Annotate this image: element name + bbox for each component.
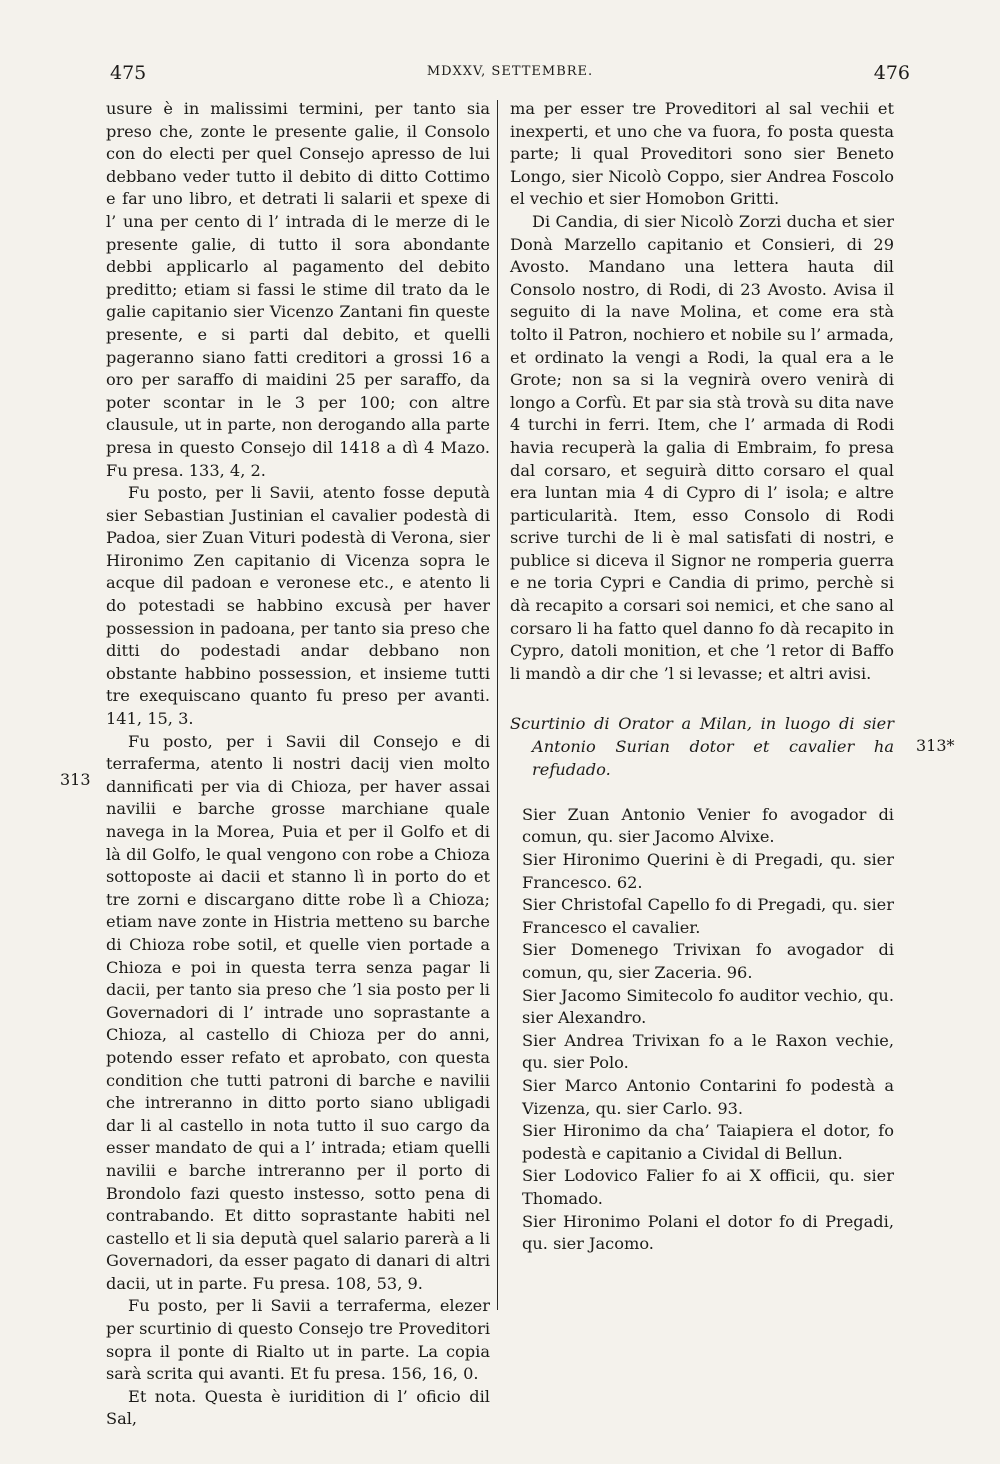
paragraph: Et nota. Questa è iuridition di l’ oficio dil Sal, (106, 1386, 490, 1429)
list-item: Sier Christofal Capello fo di Pregadi, qu. sier Francesco el cavalier. (522, 895, 894, 937)
paragraph: ma per esser tre Proveditori al sal vechii et inexperti, et uno che va fuora, fo posta questa parte; li qual Proveditori sono sier Beneto Longo, sier Nicolò Coppo, sier Andrea Foscolo el vechio et sier Homobon Gritti. (510, 99, 894, 209)
paragraph (510, 781, 894, 804)
running-header (110, 62, 910, 92)
left-column (106, 98, 490, 1431)
list-item: Sier Hironimo Polani el dotor fo di Pregadi, qu. sier Jacomo. (522, 1211, 894, 1254)
paragraph: Di Candia, di sier Nicolò Zorzi ducha et sier Donà Marzello capitanio et Consieri, di 29 Avosto. Mandano una lettera hauta dil Consolo nostro, di Rodi, di 23 Avosto. Avisa il seguito di la nave Molina, et come era stà tolto il Patron, nochiero et nobile su l’ armada, et ordinato la vengi a Rodi, la qual era a le Grote; non sa si la vegnirà overo venirà di longo a Corfù. Et par sia stà trovà su dita nave 4 turchi in ferri. Item, che l’ armada di Rodi havia recuperà la galia di Embraim, fo presa dal corsaro, et seguirà ditto corsaro el qual era luntan mia 4 di Cypro di l’ isola; e altre particularità. Item, esso Consolo di Rodi scrive turchi de li è mal satisfati di nostri, e publice si diceva il Signor ne romperia guerra e ne toria Cypri e Candia di primo, perchè si dà recapito a corsari soi nemici, et che sano al corsaro li ha fatto quel danno fo dà recapito in Cypro, datoli monition, et che ’l retor di Baffo li mandò a dir che ’l si levasse; et altri avisi. (510, 211, 894, 683)
paragraph: Fu posto, per i Savii dil Consejo e di terraferma, atento li nostri dacij vien molto dannificati per via di Chioza, per haver assai navilii e barche grosse marchiane quale navega in la Morea, Puia et per il Golfo et di là dil Golfo, le qual vengono con robe a Chioza sottoposte ai dacii et stanno lì in porto do et tre zorni e discargano ditte robe lì a Chioza; etiam nave zonte in Histria metteno su barche di Chioza robe sotil, et quelle vien portade a Chioza e poi in questa terra senza pagar li dacii, per tanto sia preso che ’l sia posto per li Governadori di l’ intrade uno soprastante a Chioza, al castello di Chioza per do anni, potendo esser refato et aprobato, con questa condition che tutti patroni di barche e navilii che intreranno in ditto porto siano ubligadi dar li al castello in nota tutto il suo cargo da esser mandato de qui a l’ intrada; etiam quelli navilii e barche intreranno per il porto di Brondolo fazi questo instesso, sotto pena di contrabando. Et ditto soprastante habiti nel castello et li sia deputà quel salario parerà a li Governadori, da esser pagato di danari di altri dacii, ut in parte. Fu presa. 108, 53, 9. (106, 731, 490, 1293)
list-item: Sier Lodovico Falier fo ai X officii, qu. sier Thomado. (522, 1166, 894, 1208)
list-item: Sier Hironimo Querini è di Pregadi, qu. sier Francesco. 62. (522, 850, 894, 892)
list-item: Sier Zuan Antonio Venier fo avogador di comun, qu. sier Jacomo Alvixe. (522, 804, 894, 847)
list-item: Sier Jacomo Simitecolo fo auditor vechio, qu. sier Alexandro. (522, 985, 894, 1028)
margin-number-right: 313* (916, 736, 955, 755)
margin-number-left: 313 (60, 770, 91, 789)
paragraph: Fu posto, per li Savii a terraferma, elezer per scurtinio di questo Consejo tre Proveditori sopra il ponte di Rialto ut in parte. La copia sarà scrita qui avanti. Et fu presa. 156, 16, 0. (106, 1296, 490, 1384)
list-item: Sier Hironimo da cha’ Taiapiera el dotor, fo podestà e capitanio a Cividal di Bellun. (522, 1121, 894, 1163)
right-column (510, 98, 894, 1256)
running-title: MDXXV, SETTEMBRE. (426, 64, 594, 79)
section-heading: Scurtinio di Orator a Milan, in luogo di sier Antonio Surian dotor et cavalier ha refudado. (510, 714, 894, 779)
paragraph: Fu posto, per li Savii, atento fosse deputà sier Sebastian Justinian el cavalier podestà di Padoa, sier Zuan Vituri podestà di Verona, sier Hironimo Zen capitanio di Vicenza sopra le acque dil padoan e veronese etc., e atento li do potestadi se habbino excusà per haver possession in padoana, per tanto sia preso che ditti do podestadi andar debbano non obstante habbino possession, et insieme tutti tre exequiscano quanto fu preso per avanti. 141, 15, 3. (106, 483, 490, 729)
page-number-left: 475 (110, 62, 147, 84)
list-item: Sier Domenego Trivixan fo avogador di comun, qu, sier Zaceria. 96. (522, 940, 894, 982)
list-item: Sier Marco Antonio Contarini fo podestà a Vizenza, qu. sier Carlo. 93. (522, 1075, 894, 1118)
page-number-right: 476 (873, 62, 910, 84)
list-item: Sier Andrea Trivixan fo a le Raxon vechie, qu. sier Polo. (522, 1030, 894, 1073)
paragraph: usure è in malissimi termini, per tanto sia preso che, zonte le presente galie, il Consolo con do electi per quel Consejo apresso de lui debbano veder tutto il debito di ditto Cottimo e far uno libro, et detrati li salarii et spexe di l’ una per cento di l’ intrada di le merze di le presente galie, di tutto il sora abondante debbi applicarlo al pagamento del debito preditto; etiam si fassi le stime dil trato da le galie capitanio sier Vicenzo Zantani fin queste presente, e si parti dal debito, et quelli pageranno siano fatti creditori a grossi 16 a oro per saraffo di maidini 25 per saraffo, da poter scontar in le 3 per 100; con altre clausule, ut in parte, non derogando alla parte presa in questo Consejo dil 1418 a dì 4 Mazo. Fu presa. 133, 4, 2. (106, 99, 490, 480)
